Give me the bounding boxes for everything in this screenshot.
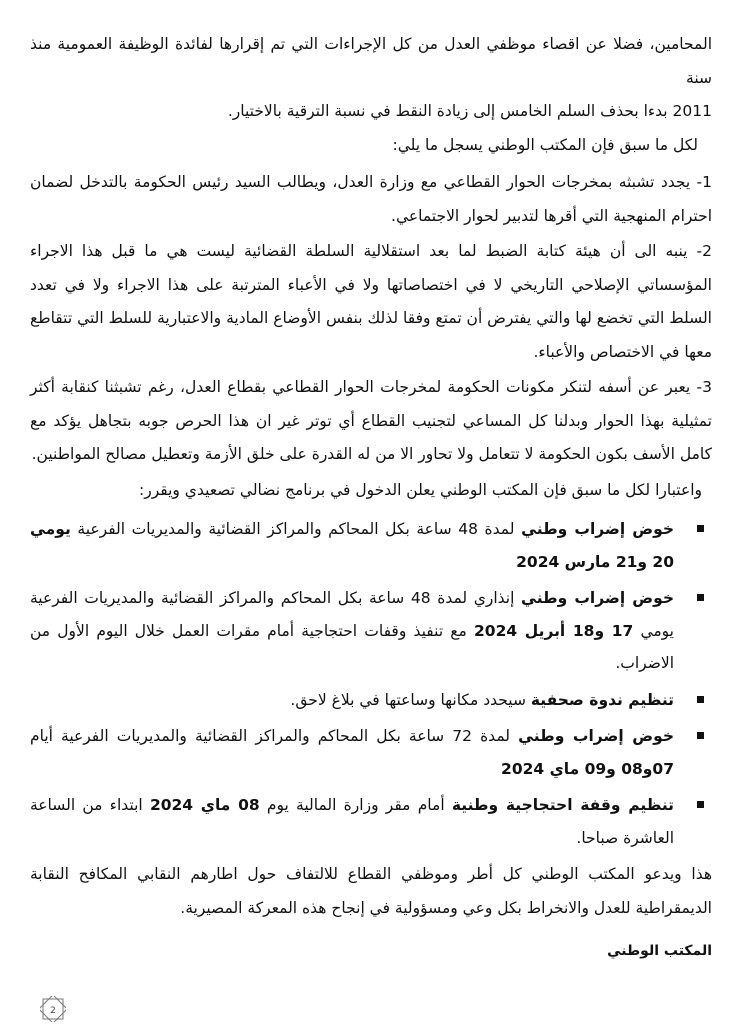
closing-paragraph: هذا ويدعو المكتب الوطني كل أطر وموظفي القطاع للالتفاف حول اطارهم النقابي المكافح النقابة الديمقراطية للعدل والانخراط بكل وعي ومسؤولية في إنجاح هذه المعركة المصيرية. xyxy=(30,865,712,917)
square-bullet-icon xyxy=(697,525,704,532)
action-text: لمدة 72 ساعة بكل المحاكم والمراكز القضائية والمديريات الفرعية أيام xyxy=(30,727,519,745)
intro-line-2: 2011 بدءا بحذف السلم الخامس إلى زيادة النقط في نسبة الترقية بالاختيار. xyxy=(227,102,712,120)
list-item xyxy=(30,720,712,785)
square-bullet-icon xyxy=(697,696,704,703)
action-bold-date: 17 و18 أبريل 2024 xyxy=(474,621,634,640)
lead-decision: واعتبارا لكل ما سبق فإن المكتب الوطني يعلن الدخول في برنامج نضالي تصعيدي ويقرر: xyxy=(138,480,702,499)
lead-statement: لكل ما سبق فإن المكتب الوطني يسجل ما يلي: xyxy=(392,135,698,154)
action-text: لمدة 48 ساعة بكل المحاكم والمراكز القضائية والمديريات الفرعية xyxy=(70,520,522,538)
point-1 xyxy=(30,166,712,233)
action-bold-lead: خوض إضراب وطني xyxy=(518,727,674,745)
action-text: أمام مقر وزارة المالية يوم xyxy=(259,796,452,814)
action-list xyxy=(30,513,712,854)
square-bullet-icon xyxy=(697,594,704,601)
point-text: يعبر عن أسفه لتنكر مكونات الحكومة لمخرجات الحوار القطاعي بقطاع العدل، رغم تشبثنا كنقابة أكثر تمثيلية بهذا الحوار وبدلنا كل المساعي لتجنيب القطاع أي توتر غير ان هذا الحرص جوبه بتجاهل يؤكد مع كامل الأسف بكون الحكومة لا تتعامل ولا تحاور الا من له القدرة على خلق الأزمة وتعطيل مصالح المواطنين. xyxy=(30,378,712,463)
action-text: سيحدد مكانها وساعتها في بلاغ لاحق. xyxy=(290,690,531,709)
action-bold-lead: خوض إضراب وطني xyxy=(521,520,674,538)
intro-line-1: المحامين، فضلا عن اقصاء موظفي العدل من كل الإجراءات التي تم إقرارها لفائدة الوظيفة العمومية منذ سنة xyxy=(30,35,712,87)
document-body xyxy=(30,28,712,969)
action-bold-date: 08 ماي 2024 xyxy=(149,796,260,814)
point-text: يجدد تشبثه بمخرجات الحوار القطاعي مع وزارة العدل، ويطالب السيد رئيس الحكومة بالتدخل لضمان احترام المنهجية التي أقرها لتدبير لحوار الاجتماعي. xyxy=(30,173,712,225)
action-bold-lead: تنظيم وقفة احتجاجية وطنية xyxy=(451,796,674,814)
point-number: 1- xyxy=(696,173,712,191)
point-text: ينبه الى أن هيئة كتابة الضبط لما بعد استقلالية السلطة القضائية ليست هي ما قبل هذا الاجراء المؤسساتي الإصلاحي التاريخي لا في اختصاصاتها ولا في الأعباء المترتبة على هذا الاجراء ولا في تعدد السلط التي تخضع لها والتي يفترض أن تمتع وفقا لذلك بنفس الأوضاع المادية والاعتبارية للسلط التي تتقاطع معها في الاختصاص والأعباء. xyxy=(30,242,712,361)
list-item xyxy=(30,789,712,854)
page-number: 2 xyxy=(50,1006,56,1016)
action-bold-date: 07و08 و09 ماي 2024 xyxy=(501,759,674,778)
list-item xyxy=(30,582,712,680)
list-item xyxy=(30,684,712,717)
point-number: 2- xyxy=(696,242,712,260)
list-item xyxy=(30,513,712,578)
point-2 xyxy=(30,235,712,369)
action-bold-date: يومي 20 و21 مارس 2024 xyxy=(30,520,674,571)
action-bold-lead: تنظيم ندوة صحفية xyxy=(530,690,674,709)
action-text-tail: مع تنفيذ وقفات احتجاجية أمام مقرات العمل خلال اليوم الأول من الاضراب. xyxy=(30,621,674,672)
action-text-tail: ابتداء من الساعة العاشرة صباحا. xyxy=(30,796,674,847)
action-text: إنذاري لمدة 48 ساعة بكل المحاكم والمراكز القضائية والمديريات الفرعية يومي xyxy=(30,589,674,640)
point-number: 3- xyxy=(696,378,712,396)
page-number-emblem xyxy=(40,996,66,1022)
square-bullet-icon xyxy=(697,732,704,739)
point-3 xyxy=(30,371,712,472)
action-bold-lead: خوض إضراب وطني xyxy=(521,589,674,607)
signature: المكتب الوطني xyxy=(607,943,712,959)
square-bullet-icon xyxy=(697,801,704,808)
